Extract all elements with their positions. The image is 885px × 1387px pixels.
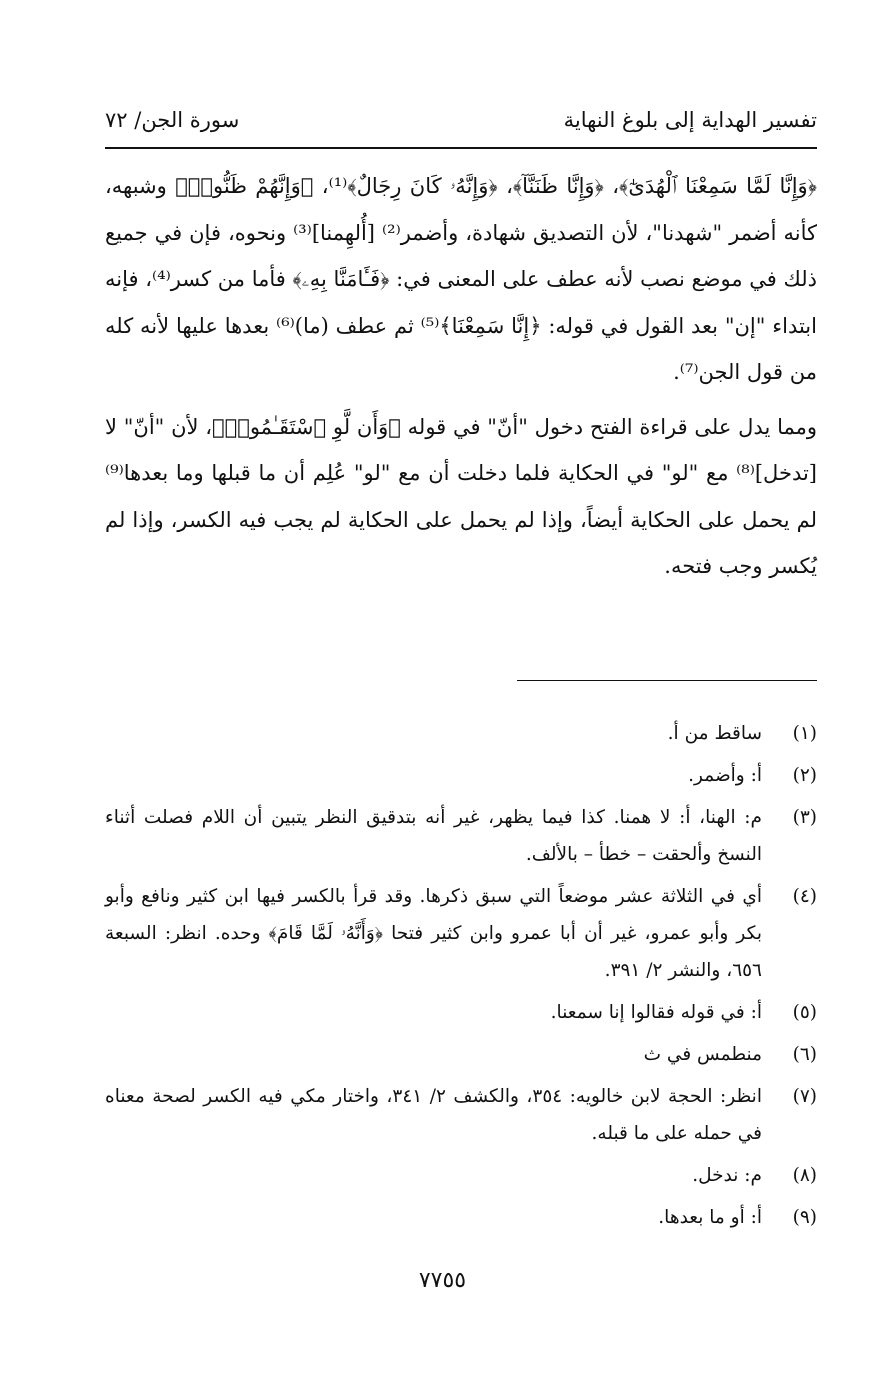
paragraph-1: ﴿وَإِنَّا لَمَّا سَمِعْنَا ٱلْهُدَىٰٓ﴾، ﴿وَإِنَّا ظَنَنَّآ﴾، ﴿وَإِنَّهُۥ كَانَ رِجَالٌ﴾⁽¹⁾، ﴿وَإِنَّهُمْ ظَنُّوا۟﴾ وشبهه، كأنه أضمر "شهدنا"، لأن التصديق شهادة، وأضمر⁽²⁾ [أُلهِمنا]⁽³⁾ ونحوه، فإن في جميع ذلك في موضع نصب لأنه عطف على المعنى في: ﴿فَـَٔامَنَّا بِهِۦ﴾ فأما من كسر⁽⁴⁾، فإنه ابتداء "إن" بعد القول في قوله: ﴿إِنَّا سَمِعْنَا﴾⁽⁵⁾ ثم عطف (ما)⁽⁶⁾ بعدها عليها لأنه كله من قول الجن⁽⁷⁾. — [105, 174, 817, 384]
header-divider — [105, 147, 817, 149]
footnote-number: (٩) — [792, 1207, 817, 1228]
book-title: تفسير الهداية إلى بلوغ النهاية — [563, 108, 817, 132]
running-header — [105, 108, 817, 142]
footnote-text: م: ندخل. — [692, 1165, 762, 1186]
footnote-item — [105, 994, 817, 1031]
footnote-item — [105, 1036, 817, 1073]
footnotes-list — [105, 715, 817, 1241]
footnote-item — [105, 757, 817, 794]
footnote-item — [105, 878, 817, 989]
footnote-item — [105, 799, 817, 873]
footnote-number: (١) — [792, 723, 817, 744]
footnote-text: انظر: الحجة لابن خالويه: ٣٥٤، والكشف ٢/ ٣٤١، واختار مكي فيه الكسر لصحة معناه في حمله على ما قبله. — [105, 1086, 762, 1144]
page-number: ٧٧٥٥ — [418, 1268, 467, 1293]
footnote-number: (٧) — [792, 1086, 817, 1107]
footnote-number: (٢) — [792, 765, 817, 786]
footnote-text: م: الهنا، أ: لا همنا. كذا فيما يظهر، غير أنه بتدقيق النظر يتبين أن اللام فصلت أثناء النسخ وألحقت – خطأ – بالألف. — [105, 807, 762, 865]
footnote-divider — [517, 680, 817, 681]
footnote-item — [105, 715, 817, 752]
footnote-number: (٤) — [792, 886, 817, 907]
footnote-text: أي في الثلاثة عشر موضعاً التي سبق ذكرها. وقد قرأ بالكسر فيها ابن كثير ونافع وأبو بكر وأبو عمرو، غير أن أبا عمرو وابن كثير فتحا ﴿وَأَنَّهُۥ لَمَّا قَامَ﴾ وحده. انظر: السبعة ٦٥٦، والنشر ٢/ ٣٩١. — [105, 886, 762, 981]
footnote-number: (٣) — [792, 807, 817, 828]
footnote-number: (٥) — [792, 1002, 817, 1023]
footnote-item — [105, 1157, 817, 1194]
paragraph-2: ومما يدل على قراءة الفتح دخول "أنّ" في قوله ﴿وَأَن لَّوِ ٱسْتَقَـٰمُوا۟﴾، لأن "أنّ" لا [تدخل]⁽⁸⁾ مع "لو" في الحكاية فلما دخلت أن مع "لو" عُلِم أن ما قبلها وما بعدها⁽⁹⁾ لم يحمل على الحكاية أيضاً، وإذا لم يحمل على الحكاية لم يجب فيه الكسر، وإذا لم يُكسر وجب فتحه. — [105, 414, 817, 578]
footnote-text: أ: في قوله فقالوا إنا سمعنا. — [550, 1002, 762, 1023]
footnote-item — [105, 1078, 817, 1152]
footnote-item — [105, 1199, 817, 1236]
footnote-text: أ: أو ما بعدها. — [658, 1207, 762, 1228]
surah-label: سورة الجن/ ٧٢ — [105, 108, 240, 132]
footnote-number: (٦) — [792, 1044, 817, 1065]
footnote-text: أ: وأضمر. — [688, 765, 762, 786]
footnote-number: (٨) — [792, 1165, 817, 1186]
main-text — [105, 163, 817, 590]
footnote-text: منطمس في ث — [643, 1044, 762, 1065]
footnote-text: ساقط من أ. — [667, 723, 762, 744]
